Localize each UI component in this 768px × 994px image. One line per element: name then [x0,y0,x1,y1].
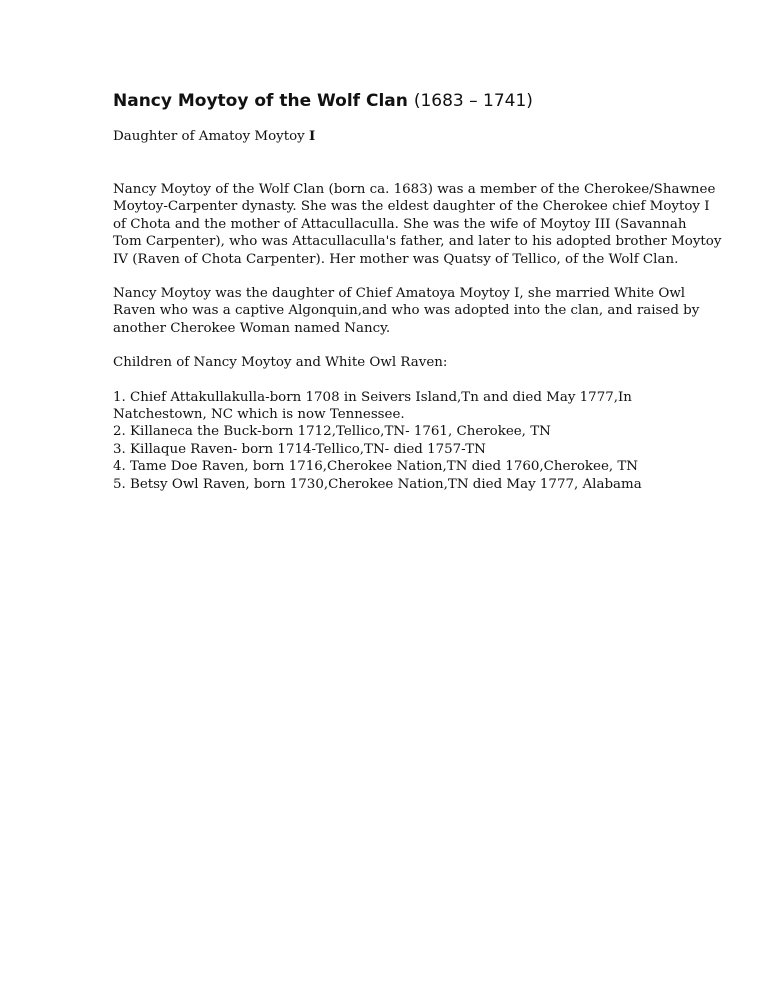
paragraph-line: another Cherokee Woman named Nancy. [113,320,391,336]
paragraph-line: Tom Carpenter), who was Attacullaculla's father, and later to his adopted brother Moytoy [113,234,722,250]
paragraph-line: Nancy Moytoy of the Wolf Clan (born ca. 1683) was a member of the Cherokee/Shawnee [113,182,716,197]
list-item: Natchestown, NC which is now Tennessee. [113,407,405,423]
title-years: (1683 – 1741) [413,91,533,111]
paragraph-line: of Chota and the mother of Attacullaculla. She was the wife of Moytoy III (Savannah [113,216,687,232]
list-item: 3. Killaque Raven- born 1714-Tellico,TN- died 1757-TN [113,441,486,457]
subtitle-text: Daughter of Amatoy Moytoy [113,129,309,144]
paragraph-line: Raven who was a captive Algonquin,and who was adopted into the clan, and raised by [113,303,700,319]
biography-paragraph [113,181,722,268]
marriage-paragraph [113,285,700,337]
list-item: 4. Tame Doe Raven, born 1716,Cherokee Nation,TN died 1760,Cherokee, TN [113,459,639,475]
title-name: Nancy Moytoy of the Wolf Clan [113,91,408,111]
list-item: 5. Betsy Owl Raven, born 1730,Cherokee Nation,TN died May 1777, Alabama [113,476,642,492]
list-item: 2. Killaneca the Buck-born 1712,Tellico,TN- 1761, Cherokee, TN [113,424,551,440]
page-title [113,88,673,114]
paragraph-line: IV (Raven of Chota Carpenter). Her mother was Quatsy of Tellico, of the Wolf Clan. [113,251,679,267]
paragraph-line: Nancy Moytoy was the daughter of Chief Amatoya Moytoy I, she married White Owl [113,286,686,302]
subtitle [113,127,673,146]
children-heading: Children of Nancy Moytoy and White Owl Raven: [113,355,448,371]
children-list [113,389,673,493]
list-item: 1. Chief Attakullakulla-born 1708 in Seivers Island,Tn and died May 1777,In [113,389,632,405]
document-page [113,88,722,493]
subtitle-numeral: I [309,128,316,144]
paragraph-line: Moytoy-Carpenter dynasty. She was the eldest daughter of the Cherokee chief Moytoy I [113,199,710,215]
